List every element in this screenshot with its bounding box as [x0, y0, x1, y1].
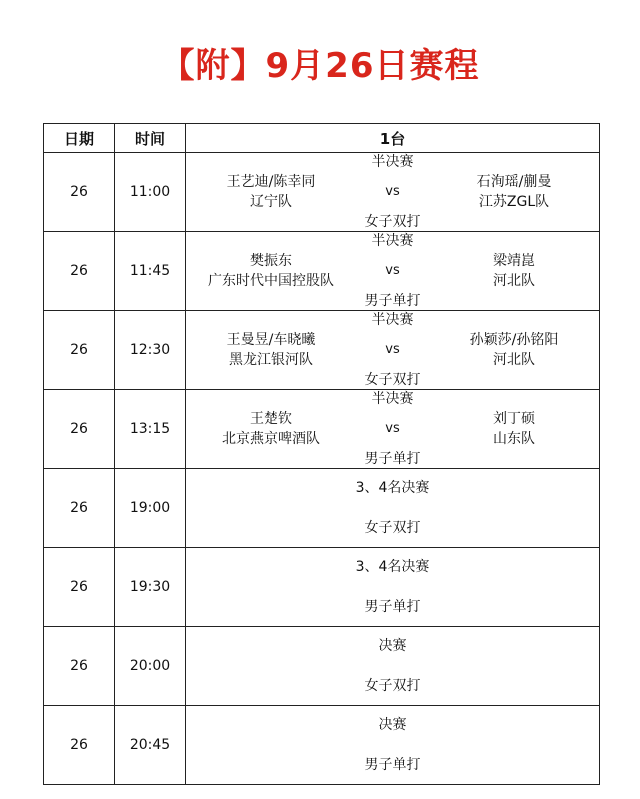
right-team [429, 172, 599, 212]
match-stage: 半决赛 [371, 154, 414, 170]
match-date: 26 [44, 153, 115, 232]
versus-label: vs [385, 421, 400, 436]
match-date: 26 [44, 469, 115, 548]
right-players: 刘丁硕 [493, 411, 535, 427]
match-time: 13:15 [115, 390, 186, 469]
left-players: 樊振东 [250, 253, 292, 269]
table-row [44, 153, 600, 232]
match-time: 19:30 [115, 548, 186, 627]
match-time: 11:00 [115, 153, 186, 232]
match-event: 男子单打 [364, 451, 421, 467]
match-event: 女子双打 [364, 372, 421, 388]
match-date: 26 [44, 548, 115, 627]
table-row [44, 548, 600, 627]
versus-label: vs [385, 184, 400, 199]
header-table: 1台 [186, 124, 600, 153]
match-cell [186, 548, 600, 627]
match-cell [186, 311, 600, 390]
right-players: 孙颖莎/孙铭阳 [469, 332, 559, 348]
match-stage: 3、4名决赛 [355, 559, 430, 575]
match-event: 男子单打 [364, 293, 421, 309]
header-time: 时间 [115, 124, 186, 153]
right-team [429, 251, 599, 291]
table-row [44, 469, 600, 548]
match-time: 12:30 [115, 311, 186, 390]
right-players: 梁靖崑 [493, 253, 535, 269]
header-date: 日期 [44, 124, 115, 153]
page-title: 【附】9月26日赛程 [160, 46, 480, 86]
match-event: 男子单打 [364, 757, 421, 773]
match-event: 女子双打 [364, 214, 421, 230]
match-cell [186, 469, 600, 548]
match-event: 女子双打 [364, 520, 421, 536]
right-players: 石洵瑶/蒯曼 [476, 174, 552, 190]
match-stage: 半决赛 [371, 312, 414, 328]
match-event: 男子单打 [364, 599, 421, 615]
right-club: 江苏ZGL队 [478, 194, 550, 210]
left-club: 广东时代中国控股队 [208, 273, 334, 289]
table-row [44, 390, 600, 469]
match-time: 19:00 [115, 469, 186, 548]
right-club: 河北队 [493, 273, 535, 289]
match-date: 26 [44, 232, 115, 311]
table-row [44, 706, 600, 785]
left-club: 辽宁队 [250, 194, 292, 210]
right-club: 山东队 [493, 431, 535, 447]
match-event: 女子双打 [364, 678, 421, 694]
match-date: 26 [44, 627, 115, 706]
right-team [429, 330, 599, 370]
match-time: 20:00 [115, 627, 186, 706]
right-team [429, 409, 599, 449]
match-stage: 半决赛 [371, 233, 414, 249]
left-club: 黑龙江银河队 [229, 352, 313, 368]
match-cell [186, 706, 600, 785]
left-players: 王楚钦 [250, 411, 292, 427]
left-club: 北京燕京啤酒队 [222, 431, 320, 447]
schedule-table [43, 123, 600, 785]
match-cell [186, 232, 600, 311]
match-date: 26 [44, 311, 115, 390]
left-players: 王曼昱/车晓曦 [226, 332, 316, 348]
match-cell [186, 390, 600, 469]
left-players: 王艺迪/陈幸同 [226, 174, 316, 190]
match-date: 26 [44, 390, 115, 469]
match-time: 20:45 [115, 706, 186, 785]
match-cell [186, 627, 600, 706]
match-stage: 3、4名决赛 [355, 480, 430, 496]
match-stage: 决赛 [378, 638, 407, 654]
match-cell [186, 153, 600, 232]
match-date: 26 [44, 706, 115, 785]
table-row [44, 311, 600, 390]
table-header-row [44, 124, 600, 153]
match-stage: 决赛 [378, 717, 407, 733]
match-stage: 半决赛 [371, 391, 414, 407]
versus-label: vs [385, 263, 400, 278]
versus-label: vs [385, 342, 400, 357]
table-row [44, 627, 600, 706]
match-time: 11:45 [115, 232, 186, 311]
right-club: 河北队 [493, 352, 535, 368]
table-row [44, 232, 600, 311]
